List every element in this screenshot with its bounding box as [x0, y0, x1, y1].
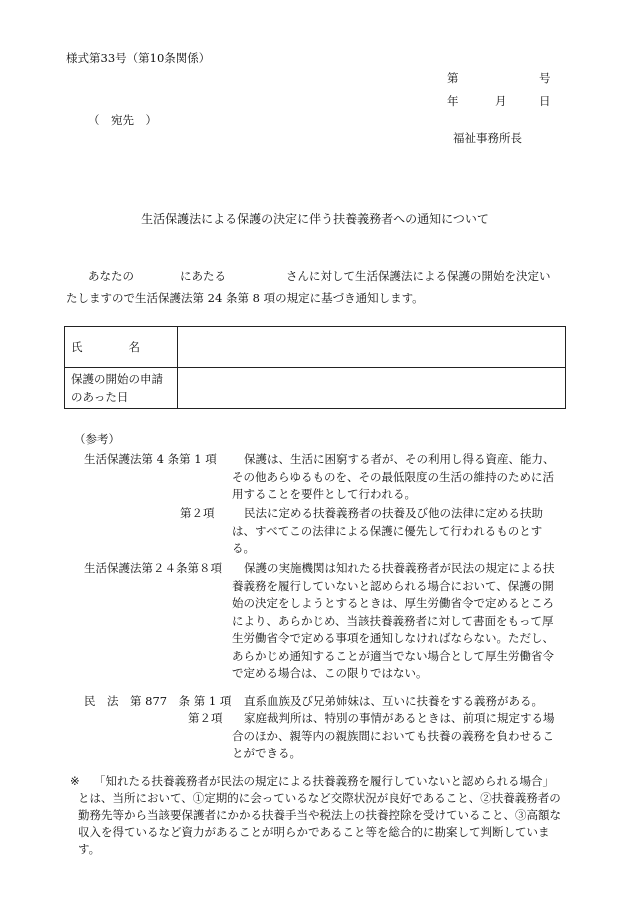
note-text: 「知れたる扶養義務者が民法の規定による扶養義務を履行していないと認められる場合」とは、当所において、①定期的に会っているなど交際状況が良好であること、②扶養義務者の勤務先等から当該要保護者にかかる扶養手当や税法上の扶養控除を受けていること、③高額な収入を得ているなど資力があることが明らかであること等を総合的に勘案して判断しています。: [78, 774, 561, 856]
application-date-field[interactable]: [178, 368, 566, 409]
sender: 福祉事務所長: [453, 131, 522, 145]
reference-heading: （参考）: [74, 432, 120, 446]
law3b-text: 家庭裁判所は、特別の事情があるときは、前項に規定する場合のほか、親等内の親族間においても扶養の義務を負わせることができる。: [232, 711, 555, 760]
number-prefix: 第: [447, 71, 459, 85]
intro-part-2: にあたる: [180, 269, 226, 283]
law1-label: 生活保護法第 4 条第 1 項: [84, 452, 217, 466]
name-field[interactable]: [178, 327, 566, 368]
name-label: 氏 名: [65, 327, 178, 368]
law3-label: 民 法 第 877 条 第 1 項: [84, 694, 232, 708]
table-row: [65, 327, 566, 368]
law3b-label: 第２項: [188, 711, 223, 725]
footnote: [70, 773, 565, 858]
law2-text: 保護の実施機関は知れたる扶養義務者が民法の規定による扶養義務を履行していないと認められる場合において、保護の開始の決定をしようとするときは、厚生労働省令で定めるところにより、あらかじめ、当該扶養義務者に対して書面をもって厚生労働省令で定める事項を通知しなければならない。ただし、あらかじめ通知することが適当でない場合として厚生労働省令で定める場合は、この限りではない。: [232, 561, 555, 680]
intro-part-3: さんに対して生活保護法による保護の開始を決定い: [286, 269, 551, 283]
law1-text: 保護は、生活に困窮する者が、その利用し得る資産、能力、その他あらゆるものを、その最低限度の生活の維持のために活用することを要件として行われる。: [232, 452, 555, 501]
law2-label: 生活保護法第２４条第８項: [84, 561, 222, 575]
number-unit: 号: [539, 71, 551, 85]
intro-line-2: たしますので生活保護法第 24 条第 8 項の規定に基づき通知します。: [66, 291, 424, 305]
intro-part-1: あなたの: [88, 269, 134, 283]
document-title: 生活保護法による保護の決定に伴う扶養義務者への通知について: [141, 212, 489, 226]
law3-text: 直系血族及び兄弟姉妹は、互いに扶養をする義務がある。: [244, 694, 543, 708]
date-day: 日: [539, 94, 551, 108]
application-date-label: [65, 368, 178, 409]
document-number: [447, 70, 551, 86]
document-date: [447, 93, 551, 109]
form-number: 様式第33号（第10条関係）: [66, 51, 211, 65]
law1b-label: 第２項: [180, 506, 215, 520]
application-date-label-line2: のあった日: [71, 390, 129, 404]
note-mark: ※: [70, 774, 80, 788]
application-date-label-line1: 保護の開始の申請: [71, 372, 163, 386]
law1b-text: 民法に定める扶養義務者の扶養及び他の法律に定める扶助は、すべてこの法律による保護に優先して行われるものとする。: [232, 506, 543, 555]
table-row: [65, 368, 566, 409]
info-table: [64, 326, 566, 409]
date-year: 年: [447, 94, 459, 108]
date-month: 月: [495, 94, 507, 108]
addressee: （ 宛先 ）: [88, 113, 157, 127]
